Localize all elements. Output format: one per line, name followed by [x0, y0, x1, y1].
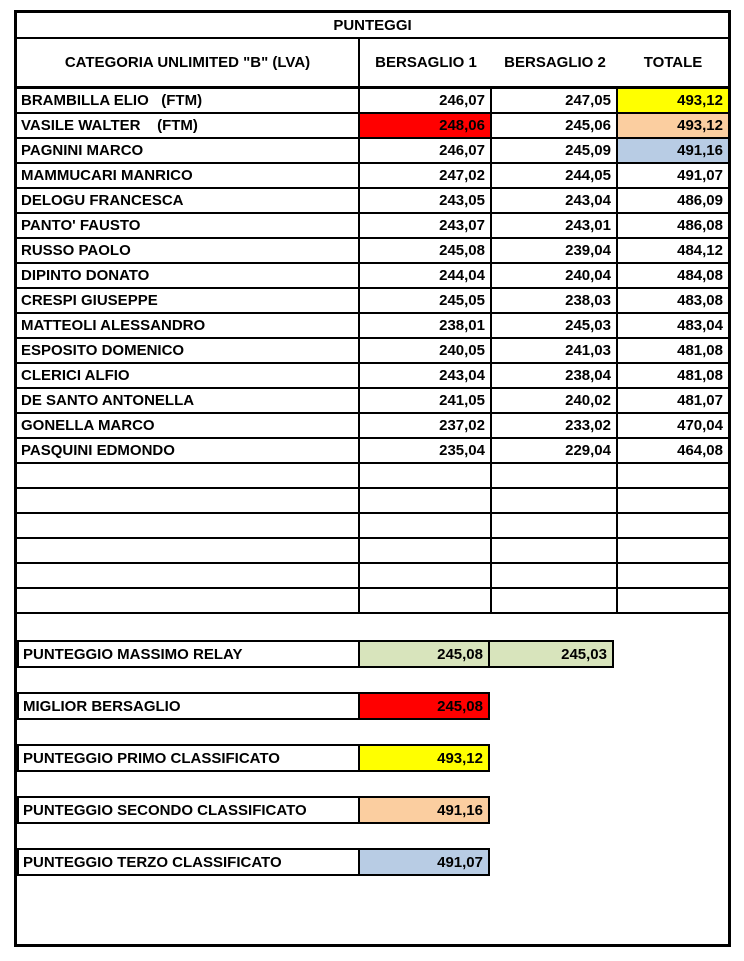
player-name-cell: CLERICI ALFIO — [17, 364, 360, 387]
header-category: CATEGORIA UNLIMITED "B" (LVA) — [17, 39, 360, 86]
bersaglio-2-cell — [492, 589, 618, 612]
totale-cell — [618, 589, 728, 612]
player-name-cell — [17, 589, 360, 612]
totale-cell: 470,04 — [677, 417, 723, 434]
totale-cell: 491,16 — [618, 139, 728, 162]
bersaglio-1-cell — [360, 539, 492, 562]
player-name-cell: PANTO' FAUSTO — [17, 214, 360, 237]
bersaglio-1-cell — [360, 464, 492, 487]
bersaglio-1-cell: 247,02 — [360, 164, 492, 187]
player-name-cell — [17, 514, 360, 537]
bersaglio-2-cell: 244,05 — [492, 164, 618, 187]
bersaglio-1-cell: 237,02 — [360, 414, 492, 437]
bersaglio-1-cell: 244,04 — [360, 264, 492, 287]
player-name-cell — [17, 464, 360, 487]
player-name-cell: DELOGU FRANCESCA — [17, 189, 360, 212]
player-name-cell: BRAMBILLA ELIO (FTM) — [17, 89, 360, 112]
player-name-cell: VASILE WALTER (FTM) — [17, 114, 360, 137]
bersaglio-2-cell — [492, 464, 618, 487]
summary-row — [17, 744, 728, 772]
summary-value: 245,08 — [358, 692, 490, 720]
bersaglio-1-cell: 243,04 — [360, 364, 492, 387]
summary-value: 245,03 — [488, 640, 614, 668]
bersaglio-2-cell — [492, 539, 618, 562]
bersaglio-1-cell: 240,05 — [360, 339, 492, 362]
table-row — [17, 264, 728, 289]
table-header — [17, 39, 728, 89]
bersaglio-2-cell — [492, 489, 618, 512]
table-row — [17, 164, 728, 189]
player-name-cell: GONELLA MARCO — [17, 414, 360, 437]
bersaglio-1-cell — [360, 589, 492, 612]
totale-cell — [618, 514, 728, 537]
totale-cell: 491,07 — [677, 167, 723, 184]
header-totale: TOTALE — [643, 54, 703, 71]
table-row — [17, 139, 728, 164]
player-name-cell: DE SANTO ANTONELLA — [17, 389, 360, 412]
player-name-cell — [17, 539, 360, 562]
totale-cell: 483,08 — [677, 292, 723, 309]
bersaglio-2-cell: 239,04 — [492, 239, 618, 262]
totale-cell: 481,07 — [677, 392, 723, 409]
totale-cell — [618, 489, 728, 512]
totale-cell: 484,08 — [677, 267, 723, 284]
summary-section — [17, 640, 728, 876]
totale-cell: 493,12 — [618, 89, 728, 112]
table-row — [17, 289, 728, 314]
player-name-cell: PAGNINI MARCO — [17, 139, 360, 162]
summary-label: MIGLIOR BERSAGLIO — [17, 692, 360, 720]
bersaglio-1-cell: 245,05 — [360, 289, 492, 312]
empty-table-row — [17, 514, 728, 539]
score-grid — [17, 89, 728, 614]
bersaglio-2-cell: 240,04 — [492, 264, 618, 287]
bersaglio-2-cell: 240,02 — [492, 389, 618, 412]
player-name-cell — [17, 564, 360, 587]
summary-label: PUNTEGGIO TERZO CLASSIFICATO — [17, 848, 360, 876]
bersaglio-1-cell: 246,07 — [360, 89, 492, 112]
player-name-cell: ESPOSITO DOMENICO — [17, 339, 360, 362]
bersaglio-1-cell — [360, 514, 492, 537]
header-bersaglio-2: BERSAGLIO 2 — [504, 54, 606, 71]
totale-cell: 493,12 — [618, 114, 728, 137]
summary-row — [17, 848, 728, 876]
empty-table-row — [17, 564, 728, 589]
bersaglio-2-cell: 233,02 — [492, 414, 618, 437]
player-name-cell: PASQUINI EDMONDO — [17, 439, 360, 462]
bersaglio-2-cell — [492, 564, 618, 587]
summary-value: 491,07 — [358, 848, 490, 876]
bersaglio-2-cell: 238,03 — [492, 289, 618, 312]
totale-cell: 481,08 — [677, 367, 723, 384]
player-name-cell — [17, 489, 360, 512]
totale-cell: 464,08 — [677, 442, 723, 459]
totale-cell: 483,04 — [677, 317, 723, 334]
player-name-cell: CRESPI GIUSEPPE — [17, 289, 360, 312]
totale-cell: 486,09 — [677, 192, 723, 209]
header-bersaglio-1: BERSAGLIO 1 — [375, 54, 477, 71]
table-row — [17, 114, 728, 139]
bersaglio-1-cell — [360, 564, 492, 587]
table-row — [17, 414, 728, 439]
summary-label: PUNTEGGIO PRIMO CLASSIFICATO — [17, 744, 360, 772]
bersaglio-1-cell: 241,05 — [360, 389, 492, 412]
bersaglio-2-cell: 241,03 — [492, 339, 618, 362]
sheet-title — [17, 13, 728, 39]
bersaglio-2-cell: 238,04 — [492, 364, 618, 387]
table-row — [17, 389, 728, 414]
table-row — [17, 439, 728, 464]
player-name-cell: MATTEOLI ALESSANDRO — [17, 314, 360, 337]
player-name-cell: MAMMUCARI MANRICO — [17, 164, 360, 187]
bersaglio-2-cell: 243,01 — [492, 214, 618, 237]
bersaglio-1-cell: 243,05 — [360, 189, 492, 212]
empty-table-row — [17, 489, 728, 514]
player-name-cell: DIPINTO DONATO — [17, 264, 360, 287]
summary-label: PUNTEGGIO SECONDO CLASSIFICATO — [17, 796, 360, 824]
summary-label: PUNTEGGIO MASSIMO RELAY — [17, 640, 360, 668]
bersaglio-2-cell: 243,04 — [492, 189, 618, 212]
totale-cell — [618, 539, 728, 562]
empty-table-row — [17, 539, 728, 564]
bersaglio-1-cell: 245,08 — [360, 239, 492, 262]
empty-table-row — [17, 589, 728, 614]
score-sheet — [14, 10, 731, 947]
bersaglio-2-cell — [492, 514, 618, 537]
bersaglio-1-cell — [360, 489, 492, 512]
bersaglio-1-cell: 238,01 — [360, 314, 492, 337]
bersaglio-2-cell: 245,06 — [492, 114, 618, 137]
totale-cell — [618, 464, 728, 487]
bersaglio-1-cell: 243,07 — [360, 214, 492, 237]
bersaglio-2-cell: 229,04 — [492, 439, 618, 462]
totale-cell: 486,08 — [677, 217, 723, 234]
summary-value: 491,16 — [358, 796, 490, 824]
table-row — [17, 339, 728, 364]
bersaglio-1-cell: 235,04 — [360, 439, 492, 462]
bersaglio-1-cell: 248,06 — [360, 114, 492, 137]
totale-cell: 484,12 — [677, 242, 723, 259]
summary-value: 493,12 — [358, 744, 490, 772]
table-row — [17, 364, 728, 389]
table-row — [17, 239, 728, 264]
table-row — [17, 214, 728, 239]
summary-row — [17, 692, 728, 720]
summary-value: 245,08 — [358, 640, 490, 668]
table-row — [17, 189, 728, 214]
summary-row — [17, 640, 728, 668]
totale-cell — [618, 564, 728, 587]
bersaglio-2-cell: 245,03 — [492, 314, 618, 337]
empty-table-row — [17, 464, 728, 489]
bersaglio-2-cell: 247,05 — [492, 89, 618, 112]
summary-row — [17, 796, 728, 824]
table-row — [17, 89, 728, 114]
bersaglio-1-cell: 246,07 — [360, 139, 492, 162]
totale-cell: 481,08 — [677, 342, 723, 359]
bersaglio-2-cell: 245,09 — [492, 139, 618, 162]
player-name-cell: RUSSO PAOLO — [17, 239, 360, 262]
table-row — [17, 314, 728, 339]
sheet-title-text: PUNTEGGI — [333, 16, 412, 34]
